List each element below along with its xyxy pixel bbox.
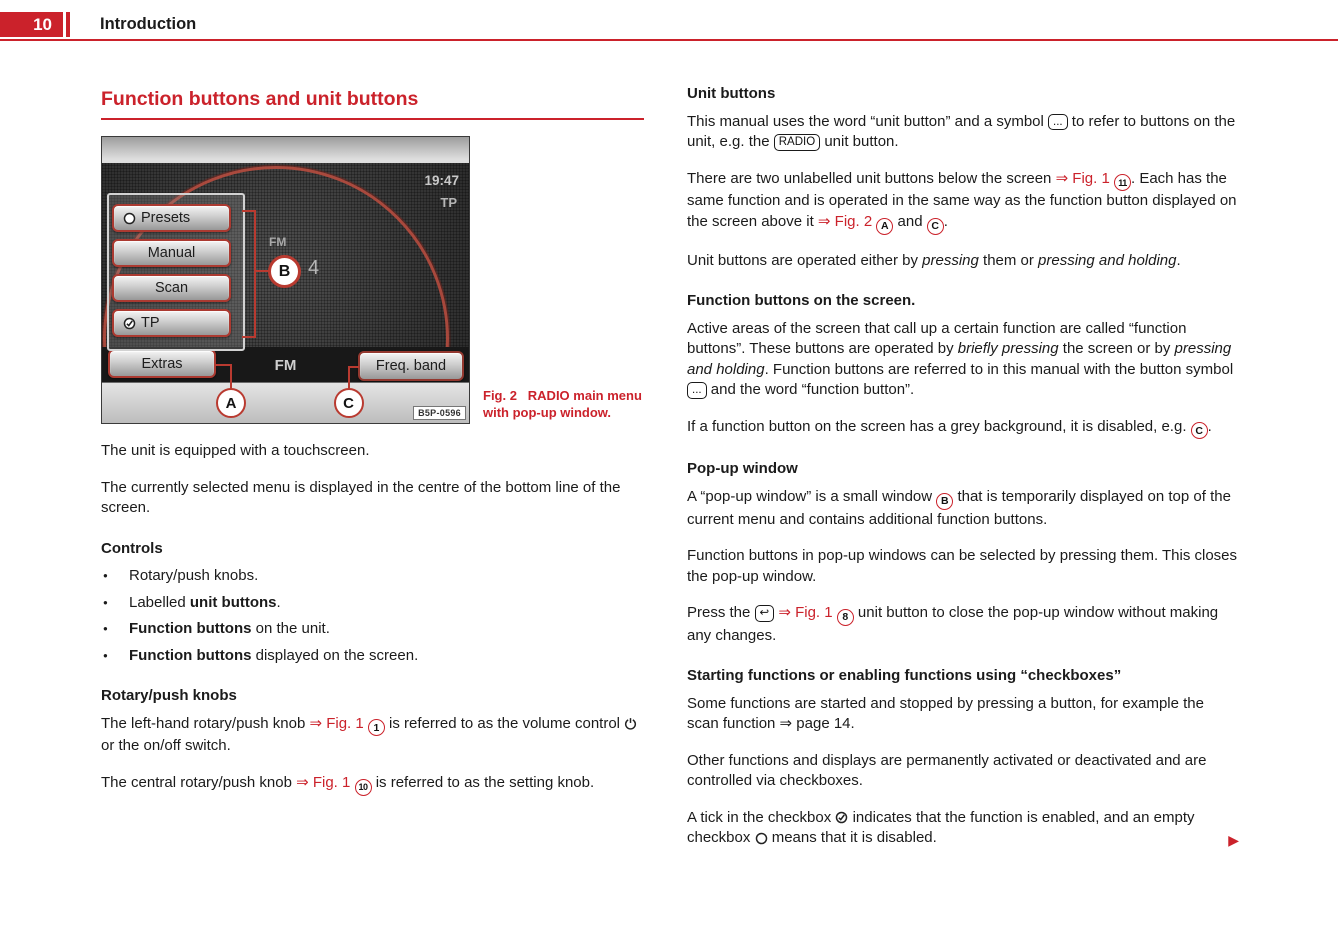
text-segment: pressing and holding [687,340,1232,378]
paragraph: A “pop-up window” is a small window B that is temporarily displayed on top of the current menu and contains additional function buttons. [687,487,1231,528]
callout-b-bracket-top [242,210,254,212]
unit-bezel-top [102,137,469,164]
callout-reference: 1 [368,719,385,736]
subheading: Controls [101,539,163,557]
header-rule [0,39,1338,42]
callout-reference: A [876,218,893,235]
subheading: Function buttons on the screen. [687,292,916,309]
paragraph: Active areas of the screen that call up a certain function are called “function buttons”. These buttons are operated by briefly pressing the screen or by pressing and holding. Function buttons are referred to in this manual with the button symbol ... and the word “function button”. [687,319,1234,398]
cross-reference: ⇒ Fig. 2 [817,212,877,230]
left-column [101,441,646,812]
paragraph: The currently selected menu is displayed in the centre of the bottom line of the screen. [101,478,621,516]
continuation-arrow-icon: ▶ [1228,831,1239,848]
figure-caption-line: Fig. 2 RADIO main menu [483,388,642,403]
band-label: FM [269,235,287,249]
paragraph: Function buttons in pop-up windows can be selected by pressing them. This closes the pop-up window. [687,547,1238,585]
list-item-text: Rotary/push knobs. [129,567,259,584]
image-code-tag: B5P-0596 [413,406,466,420]
figure-caption [483,387,658,421]
callout-reference: 8 [837,609,854,626]
figure-button-manual [112,239,231,267]
bullet-icon: ● [103,597,108,607]
cross-reference: ⇒ Fig. 1 [1055,169,1114,187]
list-item-text: Function buttons displayed on the screen. [129,646,419,664]
subheading: Unit buttons [687,85,776,102]
text-segment: pressing and holding [1038,251,1177,269]
callout-b-bracket [254,210,256,338]
paragraph: If a function button on the screen has a grey background, it is disabled, e.g. C . [687,417,1239,440]
text-segment: unit buttons [189,593,277,611]
section-title: Introduction [100,15,197,33]
callout-a-leader [230,364,232,390]
clock-label: 19:47 [424,173,459,188]
current-menu-label: FM [274,357,297,374]
radio-screen [102,163,469,385]
paragraph: Press the ↩ ⇒ Fig. 1 8 unit button to close the pop-up window without making any changes. [687,604,1219,644]
figure-radio-main-menu [101,136,470,424]
figure-button-presets [112,204,231,232]
list-item [101,593,646,614]
paragraph: Unit buttons are operated either by pressing them or pressing and holding. [687,251,1181,269]
page-number: 10 [33,14,52,34]
list-item-text: Labelled unit buttons. [129,593,281,611]
list-item [101,646,646,667]
paragraph: A tick in the checkbox indicates that the function is enabled, and an empty checkbox means that it is disabled. ▶ [687,808,1239,848]
callout-reference: 10 [355,779,372,796]
header-divider [66,12,70,37]
callout-c-circle: C [334,388,364,418]
callout-a-circle: A [216,388,246,418]
text-segment: Function buttons [129,620,252,637]
page-title: Function buttons and unit buttons [101,88,644,120]
figure-button-extras: Extras [108,349,216,378]
tp-status-label: TP [440,195,457,210]
list-item-text: Function buttons on the unit. [129,620,330,637]
list-item [101,619,646,640]
list-item [101,566,646,587]
text-segment: briefly pressing [957,340,1059,357]
figure-button-freq-band: Freq. band [358,351,464,381]
callout-reference: B [936,493,953,510]
right-column [687,84,1239,865]
figure-caption-line: with pop-up window. [483,405,612,420]
check-circle-icon [123,317,136,330]
paragraph: There are two unlabelled unit buttons below the screen ⇒ Fig. 1 11 . Each has the same function and is operated in the same way as the function button displayed on the screen above it ⇒ Fig. 2 A and C . [687,169,1239,235]
callout-reference: C [927,218,944,235]
text-segment: Function buttons [129,646,252,664]
figure-button-tp [112,309,231,337]
subheading: Starting functions or enabling functions using “checkboxes” [687,667,1122,685]
callout-b-circle: B [268,255,301,288]
paragraph: Some functions are started and stopped by pressing a button, for example the scan function ⇒ page 14. [687,694,1204,733]
page-number-box [0,12,63,37]
check-circle-icon [835,811,848,824]
bullet-icon: ● [103,650,108,660]
bullet-icon: ● [103,571,108,580]
unit-button-symbol: ↩ [755,605,775,622]
cross-reference: ⇒ Fig. 1 [778,604,837,621]
unit-button-symbol: ... [687,382,707,399]
power-icon [624,717,637,730]
circle-icon [755,832,768,845]
circle-icon [123,212,136,225]
callout-reference: C [1191,422,1208,439]
callout-c-leader [348,366,350,390]
paragraph: The central rotary/push knob ⇒ Fig. 1 10 is referred to as the setting knob. [101,773,646,796]
figure-button-label: TP [141,315,160,331]
cross-reference: ⇒ Fig. 1 [309,714,368,732]
subheading: Rotary/push knobs [101,687,237,704]
callout-b-bracket-bottom [242,336,254,338]
figure-button-label: Manual [147,245,196,261]
figure-button-label: Presets [141,210,191,226]
unit-button-symbol: RADIO [774,134,820,151]
cross-reference: ⇒ Fig. 1 [296,773,355,791]
figure-button-label: Scan [154,280,189,296]
text-segment: pressing [922,251,979,269]
preset-number-label: 4 [308,257,320,279]
figure-button-scan [112,274,231,302]
paragraph: This manual uses the word “unit button” and a symbol ... to refer to buttons on the unit, e.g. the RADIO unit button. [687,112,1236,150]
subheading: Pop-up window [687,460,798,478]
paragraph: The left-hand rotary/push knob ⇒ Fig. 1 1 is referred to as the volume control or the on/off switch. [101,714,646,757]
callout-reference: 11 [1114,174,1131,191]
paragraph: The unit is equipped with a touchscreen. [101,442,370,459]
unit-button-symbol: ... [1048,114,1068,131]
bullet-icon: ● [103,624,108,633]
paragraph: Other functions and displays are permanently activated or deactivated and are controlled via checkboxes. [687,751,1207,790]
popup-window [107,193,245,351]
